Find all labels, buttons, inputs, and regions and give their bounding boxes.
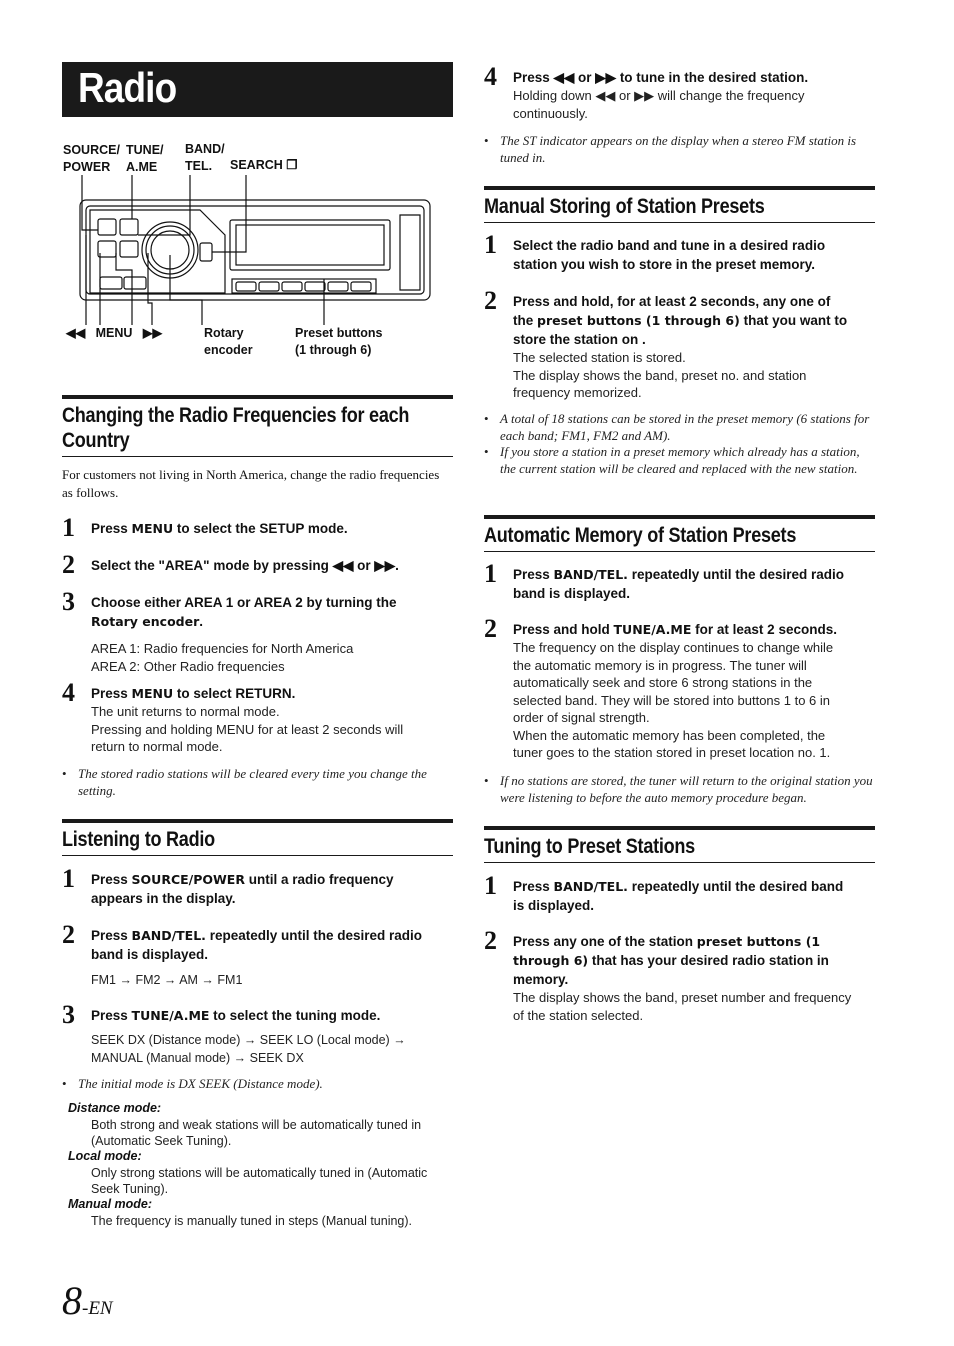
tuning-preset-step-1: 1 Press BAND/TEL. repeatedly until the desired band is displayed. bbox=[484, 871, 844, 913]
distance-mode-label: Distance mode: bbox=[68, 1101, 162, 1115]
heading-line-1: Changing the Radio Frequencies for each bbox=[62, 404, 410, 427]
listening-step-1: 1 Press SOURCE/POWER until a radio frequency appears in the display. bbox=[62, 864, 394, 906]
preset-note-2: • If you store a station in a preset memory which already has a station, the current station will be cleared and replaced with the new station. bbox=[484, 444, 860, 476]
local-mode-label: Local mode: bbox=[68, 1149, 142, 1163]
label-source-power: SOURCE/ POWER bbox=[63, 143, 120, 174]
auto-memory-note: • If no stations are stored, the tuner will return to the original station you were listening to before the auto memory procedure began. bbox=[484, 773, 873, 805]
section-heading-tuning-preset: Tuning to Preset Stations bbox=[484, 826, 875, 863]
section-heading-auto-memory: Automatic Memory of Station Presets bbox=[484, 515, 875, 552]
manual-mode-text: The frequency is manually tuned in steps (Manual tuning). bbox=[91, 1214, 413, 1228]
listening-step-3: 3 Press TUNE/A.ME to select the tuning mode. SEEK DX (Distance mode) → SEEK LO (Local mode) → MANUAL (Manual mode) → SEEK DX bbox=[62, 1000, 406, 1065]
tuning-preset-step-2: 2 Press any one of the station preset buttons (1 through 6) that has your desired radio station in memory. The display shows the band, preset number and frequency of the station selected. bbox=[484, 926, 852, 1023]
heading-line-2: Country bbox=[62, 429, 130, 452]
tune-step-4: 4 Press ◀◀ or ▶▶ to tune in the desired station. Holding down ◀◀ or ▶▶ will change the frequency continuously. bbox=[484, 62, 809, 121]
listening-step-2: 2 Press BAND/TEL. repeatedly until the desired radio band is displayed. FM1 → FM2 → AM → FM1 bbox=[62, 920, 422, 987]
page-title-bar bbox=[62, 62, 453, 117]
manual-store-step-2: 2 Press and hold, for at least 2 seconds, any one of the preset buttons (1 through 6) that you want to store the station on . The selected station is stored. The display shows the band, preset no. and station frequency memorized. bbox=[484, 286, 848, 400]
section-heading-manual-store: Manual Storing of Station Presets bbox=[484, 186, 875, 223]
manual-store-step-1: 1 Select the radio band and tune in a desired radio station you wish to store in the preset memory. bbox=[484, 230, 826, 272]
label-rotary-encoder: Rotary encoder bbox=[204, 326, 253, 357]
stereo-note: • The ST indicator appears on the display when a stereo FM station is tuned in. bbox=[484, 133, 857, 165]
label-search: SEARCH ❐ bbox=[230, 158, 298, 172]
auto-memory-step-1: 1 Press BAND/TEL. repeatedly until the desired radio band is displayed. bbox=[484, 559, 844, 601]
distance-mode-text: Both strong and weak stations will be automatically tuned in (Automatic Seek Tuning). bbox=[91, 1118, 422, 1148]
section-heading-listening: Listening to Radio bbox=[62, 819, 453, 856]
changing-step-4: 4 Press MENU to select RETURN. The unit returns to normal mode. Pressing and holding MENU for at least 2 seconds will return to normal mode. bbox=[62, 678, 404, 754]
changing-step-2: 2 Select the "AREA" mode by pressing ◀◀ or ▶▶. bbox=[62, 550, 399, 579]
head-unit-illustration bbox=[60, 175, 440, 325]
page-title: Radio bbox=[78, 64, 177, 111]
changing-step-1: 1 Press MENU to select the SETUP mode. bbox=[62, 513, 348, 542]
section-heading-changing bbox=[62, 395, 453, 457]
manual-mode-label: Manual mode: bbox=[68, 1197, 153, 1211]
changing-note: • The stored radio stations will be cleared every time you change the setting. bbox=[62, 766, 427, 798]
changing-intro: For customers not living in North America, change the radio frequencies as follows. bbox=[62, 467, 440, 500]
listening-note: • The initial mode is DX SEEK (Distance mode). bbox=[62, 1076, 323, 1091]
local-mode-text: Only strong stations will be automatically tuned in (Automatic Seek Tuning). bbox=[91, 1166, 428, 1196]
auto-memory-step-2: 2 Press and hold TUNE/A.ME for at least 2 seconds. The frequency on the display continues to change while the automatic memory is in progress. The tuner will automatically seek and store 6 strong stations in the selected band. They will be stored into buttons 1 to 6 in order of signal strength. When the automatic memory has been completed, the tuner goes to the station stored in preset location no. 1. bbox=[484, 614, 837, 760]
search-icon: ❐ bbox=[286, 158, 298, 172]
label-prev-menu-next: ◀◀ MENU ▶▶ bbox=[66, 326, 163, 340]
label-band-tel: BAND/ TEL. bbox=[185, 142, 225, 173]
page-number: 8-EN bbox=[62, 1278, 113, 1323]
changing-step-3: 3 Choose either AREA 1 or AREA 2 by turning the Rotary encoder. AREA 1: Radio frequencies for North America AREA 2: Other Radio frequencies bbox=[62, 587, 397, 674]
label-tune-ame: TUNE/ A.ME bbox=[126, 143, 164, 174]
label-preset-buttons: Preset buttons (1 through 6) bbox=[295, 326, 383, 357]
preset-note-1: • A total of 18 stations can be stored in the preset memory (6 stations for each band; FM1, FM2 and AM). bbox=[484, 411, 870, 443]
